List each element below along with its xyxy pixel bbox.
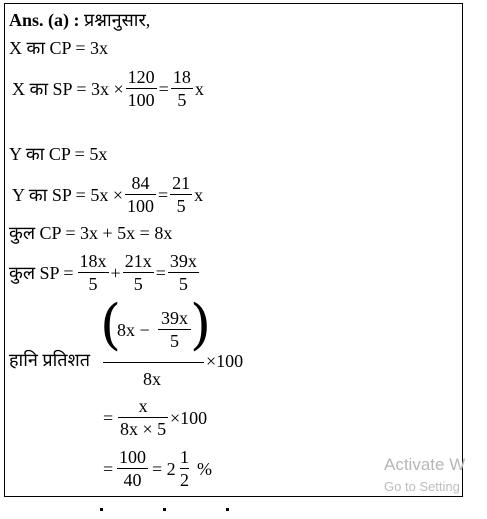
y-sp-tail: x <box>194 184 204 205</box>
fraction-1-2 <box>180 446 189 491</box>
numerator: 18x <box>79 251 107 271</box>
numerator: 1 <box>180 447 189 467</box>
answer-label: Ans. (a) : <box>9 10 80 30</box>
denominator: 5 <box>177 90 187 110</box>
fraction-21x-5 <box>123 250 154 295</box>
loss-percent-label: हानि प्रतिशत <box>9 350 91 370</box>
loss-inner-left: 8x − <box>117 320 150 340</box>
answer-intro: प्रश्नानुसार, <box>84 10 151 30</box>
fraction-39x-5-inner <box>158 307 191 352</box>
fraction-x-8x5 <box>118 395 168 440</box>
denominator: 8x × 5 <box>120 419 167 439</box>
equals-sign: = <box>155 262 166 283</box>
go-to-settings-watermark: Go to Setting <box>384 479 460 494</box>
numerator: 120 <box>127 67 155 87</box>
denominator: 5 <box>88 274 98 294</box>
main-fraction-bar <box>103 362 204 363</box>
y-cp-line: Y का CP = 5x <box>9 144 108 164</box>
denominator: 5 <box>178 274 188 294</box>
plus-sign: + <box>110 262 121 283</box>
fraction-21-5 <box>170 172 192 217</box>
cropped-text-remnant <box>100 498 360 504</box>
fraction-100-40 <box>117 446 148 491</box>
y-sp-line <box>12 172 203 217</box>
equals-sign: = <box>103 459 114 479</box>
numerator: 39x <box>169 251 197 271</box>
denominator: 5 <box>133 274 143 294</box>
x-sp-lhs: X का SP = 3x × <box>12 78 124 99</box>
denominator: 2 <box>180 470 189 490</box>
total-cp-line: कुल CP = 3x + 5x = 8x <box>9 223 173 243</box>
numerator: 100 <box>119 447 146 467</box>
numerator: 21 <box>172 173 191 193</box>
x-sp-line <box>12 66 204 111</box>
activate-windows-watermark: Activate W <box>384 455 466 474</box>
times-100: ×100 <box>206 351 244 371</box>
percent-sign: % <box>197 459 212 479</box>
fraction-120-100 <box>126 66 157 111</box>
fraction-18-5 <box>171 66 193 111</box>
left-paren: ( <box>100 293 122 356</box>
x-sp-tail: x <box>194 78 204 99</box>
loss-denominator: 8x <box>143 369 161 389</box>
fraction-18x-5 <box>78 250 109 295</box>
fraction-39x-5 <box>168 250 199 295</box>
total-sp-line <box>9 250 201 295</box>
denominator: 5 <box>170 331 179 351</box>
numerator: 39x <box>161 308 188 328</box>
numerator: 84 <box>131 173 150 193</box>
times-100: ×100 <box>170 408 208 428</box>
numerator: 18 <box>172 67 191 87</box>
answer-header <box>9 10 150 30</box>
x-cp-line: X का CP = 3x <box>9 38 108 58</box>
right-paren: ) <box>190 293 212 356</box>
denominator: 100 <box>126 196 154 216</box>
equals-sign: = <box>158 78 169 99</box>
equals-sign: = <box>103 408 114 428</box>
denominator: 5 <box>176 196 186 216</box>
equals-sign: = <box>157 184 169 205</box>
denominator: 40 <box>123 470 142 490</box>
numerator: 21x <box>124 251 152 271</box>
denominator: 100 <box>127 90 155 110</box>
y-sp-lhs: Y का SP = 5x × <box>12 184 123 205</box>
total-sp-lhs: कुल SP = <box>9 262 74 283</box>
fraction-84-100 <box>125 172 156 217</box>
numerator: x <box>138 396 148 416</box>
equals-two: = 2 <box>152 459 176 479</box>
